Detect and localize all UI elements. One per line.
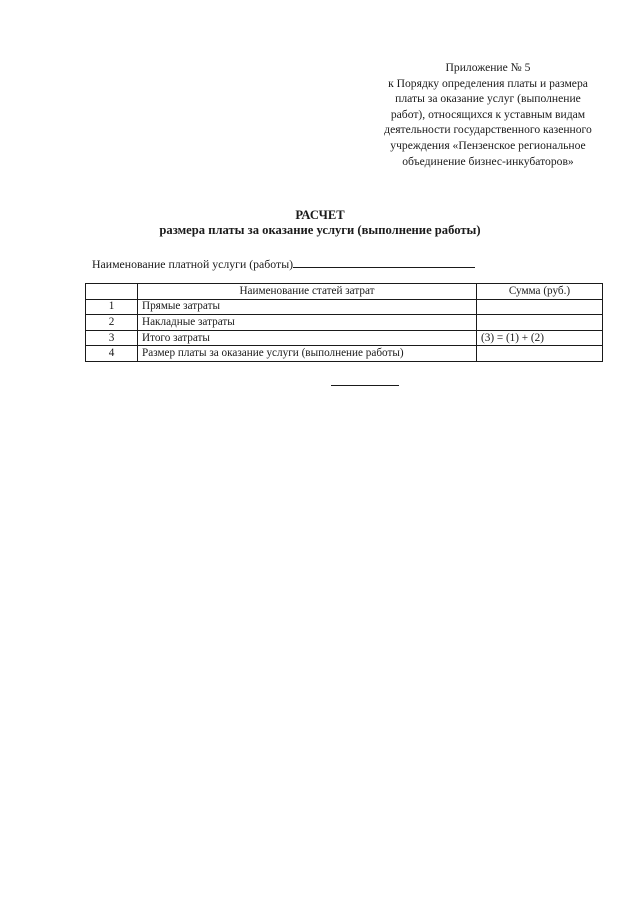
table-header-row — [86, 284, 603, 300]
table-row — [86, 346, 603, 362]
document-title — [0, 208, 640, 238]
row-num: 2 — [86, 315, 138, 331]
service-name-blank-line — [293, 256, 475, 268]
header-name: Наименование статей затрат — [138, 284, 477, 300]
row-name: Прямые затраты — [138, 299, 477, 315]
appendix-line: учреждения «Пензенское региональное — [390, 138, 586, 152]
row-sum — [477, 299, 603, 315]
table-row — [86, 330, 603, 346]
row-sum — [477, 315, 603, 331]
appendix-line: к Порядку определения платы и размера — [388, 76, 588, 90]
service-name-field — [92, 256, 475, 272]
cost-table — [85, 283, 603, 362]
end-divider-line — [331, 385, 399, 386]
appendix-line: Приложение № 5 — [445, 61, 531, 74]
appendix-header — [360, 60, 616, 169]
row-num: 3 — [86, 330, 138, 346]
header-sum: Сумма (руб.) — [477, 284, 603, 300]
table-row — [86, 315, 603, 331]
appendix-line: объединение бизнес-инкубаторов» — [402, 154, 574, 168]
row-sum — [477, 346, 603, 362]
row-num: 1 — [86, 299, 138, 315]
appendix-line: работ), относящихся к уставным видам — [390, 107, 586, 121]
row-name: Накладные затраты — [138, 315, 477, 331]
appendix-line: деятельности государственного казенного — [384, 123, 592, 137]
row-name: Итого затраты — [138, 330, 477, 346]
row-sum: (3) = (1) + (2) — [477, 330, 603, 346]
header-num — [86, 284, 138, 300]
appendix-line: платы за оказание услуг (выполнение — [395, 92, 581, 106]
title-heading: РАСЧЕТ — [295, 208, 345, 222]
service-name-label: Наименование платной услуги (работы) — [92, 257, 294, 271]
table-row — [86, 299, 603, 315]
title-subheading: размера платы за оказание услуги (выполнение работы) — [159, 223, 481, 237]
row-num: 4 — [86, 346, 138, 362]
row-name: Размер платы за оказание услуги (выполнение работы) — [138, 346, 477, 362]
